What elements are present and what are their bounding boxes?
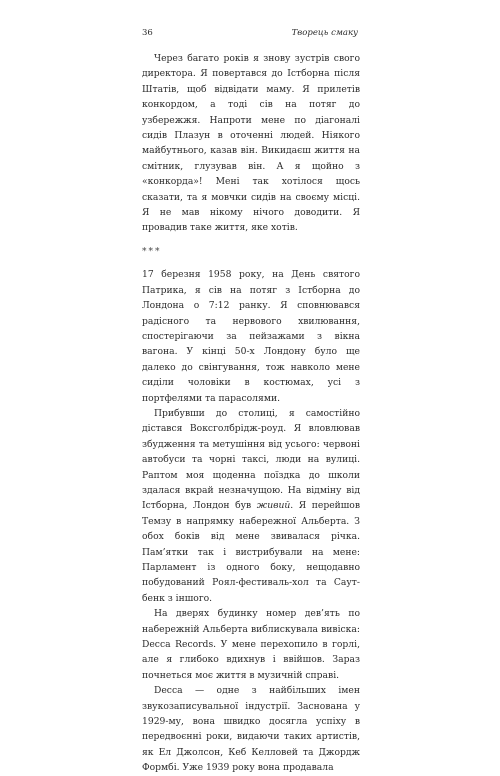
section-separator: *** — [142, 246, 162, 257]
paragraph-decca-door: На дверях будинку номер дев’ять по набережній Альберта виблискувала вивіска: Decca Records. У мене перехопило в горлі, але я глибоко вдихнув і ввійшов. Зараз почнеться моє життя в музичній справі. — [142, 608, 360, 681]
running-title: Творець смаку — [291, 28, 358, 38]
body-text — [142, 51, 360, 776]
paragraph-arrival-in-london: Прибувши до столиці, я самостійно дістався Воксголбрідж-роуд. Я вловлював збудження та метушіння від усього: червоні автобуси та чорні таксі, люди на вулиці. Раптом моя щоденна поїздка до школи здалася вкрай незначущою. На відміну від Істборна, Лондон був живий. Я перейшов Темзу в напрямку набережної Альберта. З обох боків від мене звивалася річка. Пам’ятки так і вистрибували на мене: Парламент із одного боку, нещодавно побудований Роял-фестиваль-хол та Саут-бенк з іншого. — [142, 407, 361, 604]
paragraph-train-to-london: 17 березня 1958 року, на День святого Патрика, я сів на потяг з Істборна до Лондона о 7:12 ранку. Я сповнювався радісного та нервового хвилювання, спостерігаючи за пейзажами з вікна вагона. У кінці 50-х Лондону було ще далеко до свінгування, тож навколо мене сиділи чоловіки в костюмах, усі з портфелями та парасолями. — [142, 269, 360, 404]
paragraph-decca-history: Decca — одне з найбільших імен звукозаписувальної індустрії. Заснована у 1929-му, вона швидко досягла успіху в передвоєнні роки, видаючи таких артистів, як Ел Джолсон, Кеб Келловей та Джордж Формбі. Уже 1939 року вона продавала — [142, 685, 360, 774]
paragraph-director-meeting: Через багато років я знову зустрів свого директора. Я повертався до Істборна після Штатів, щоб відвідати маму. Я прилетів конкордом, а тоді сів на потяг до узбережжя. Напроти мене по діагоналі сидів Плазун в оточенні людей. Ніякого майбутнього, казав він. Викидаєш життя на смітник, глузував він. А я щойно з «конкорда»! Мені так хотілося щось сказати, та я мовчки сидів на своєму місці. Я не мав нікому нічого доводити. Я провадив таке життя, яке хотів. — [142, 53, 360, 234]
page-number: 36 — [142, 28, 153, 38]
emphasized-word: живий — [256, 500, 291, 512]
running-head — [142, 28, 358, 42]
